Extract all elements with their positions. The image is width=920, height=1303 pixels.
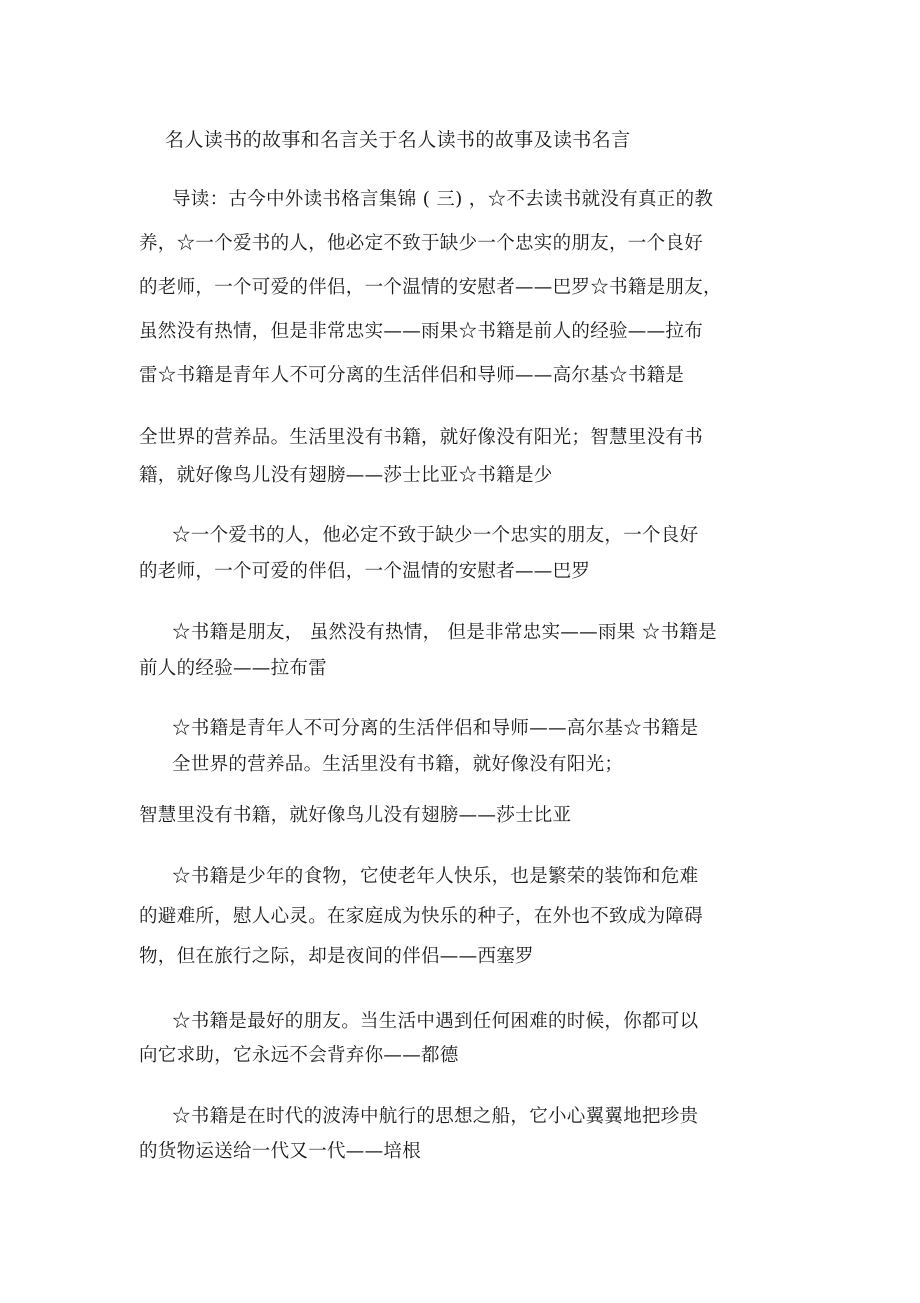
text-line: 籍，就好像鸟儿没有翅膀——莎士比亚☆书籍是少 (139, 465, 553, 486)
text-line: 雷☆书籍是青年人不可分离的生活伴侣和导师——高尔基☆书籍是 (139, 365, 685, 386)
text-line: 前人的经验——拉布雷 (139, 658, 328, 679)
text-line: 的老师，一个可爱的伴侣，一个温情的安慰者——巴罗☆书籍是朋友， (139, 277, 722, 298)
text-line: 的避难所，慰人心灵。在家庭成为快乐的种子，在外也不致成为障碍 (139, 906, 704, 927)
text-line: 的货物运送给一代又一代——培根 (139, 1141, 422, 1162)
text-line: 虽然没有热情，但是非常忠实——雨果☆书籍是前人的经验——拉布 (139, 321, 704, 342)
text-line: ☆书籍是朋友， 虽然没有热情， 但是非常忠实——雨果 ☆书籍是 (172, 622, 717, 643)
text-line: ☆一个爱书的人，他必定不致于缺少一个忠实的朋友，一个良好 (172, 525, 699, 546)
text-line: ☆书籍是青年人不可分离的生活伴侣和导师——高尔基☆书籍是 (172, 718, 699, 739)
text-line: ☆书籍是在时代的波涛中航行的思想之船，它小心翼翼地把珍贵 (172, 1106, 699, 1127)
text-line: ☆书籍是最好的朋友。当生活中遇到任何困难的时候，你都可以 (172, 1011, 699, 1032)
text-line: 向它求助，它永远不会背弃你——都德 (139, 1045, 459, 1066)
document-title: 名人读书的故事和名言关于名人读书的故事及读书名言 (165, 129, 631, 151)
text-line: 物，但在旅行之际，却是夜间的伴侣——西塞罗 (139, 946, 534, 967)
text-line: 的老师，一个可爱的伴侣，一个温情的安慰者——巴罗 (139, 561, 591, 582)
text-line: 全世界的营养品。生活里没有书籍，就好像没有阳光； (172, 754, 624, 775)
text-line: 全世界的营养品。生活里没有书籍，就好像没有阳光；智慧里没有书 (139, 427, 704, 448)
text-line: ☆书籍是少年的食物，它使老年人快乐，也是繁荣的装饰和危难 (172, 866, 699, 887)
text-line: 养，☆一个爱书的人，他必定不致于缺少一个忠实的朋友，一个良好 (139, 233, 704, 254)
text-line: 智慧里没有书籍，就好像鸟儿没有翅膀——莎士比亚 (139, 805, 572, 826)
text-line: 导读：古今中外读书格言集锦 ( 三) ，☆不去读书就没有真正的教 (172, 189, 714, 210)
